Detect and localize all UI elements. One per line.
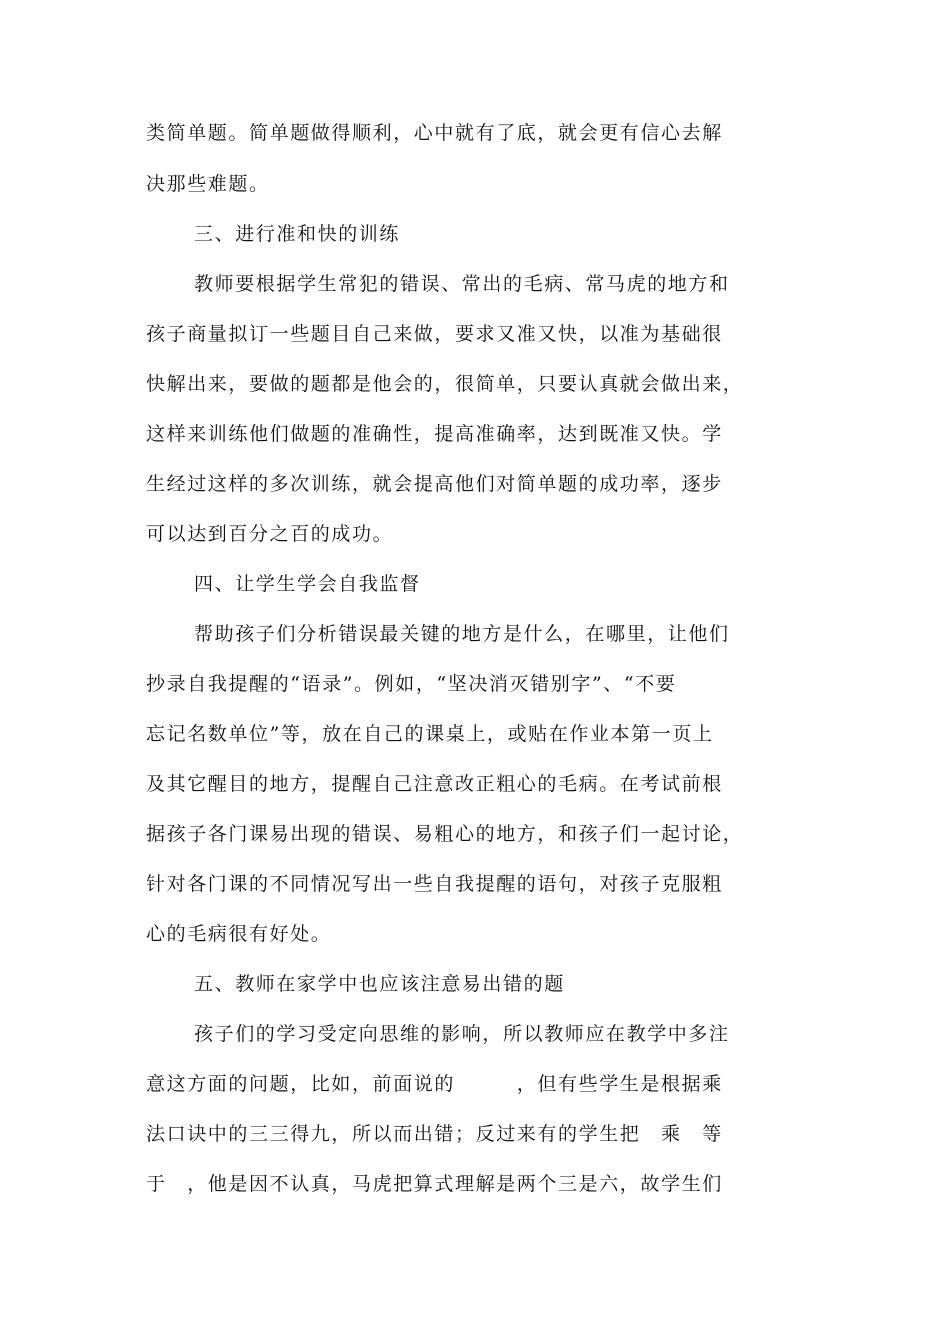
paragraph-line: 快解出来，要做的题都是他会的，很简单，只要认真就会做出来， xyxy=(146,373,744,395)
section-heading-5: 五、教师在家学中也应该注意易出错的题 xyxy=(194,973,565,995)
paragraph-line: 孩子商量拟订一些题目自己来做，要求又准又快，以准为基础很 xyxy=(146,323,723,345)
paragraph-line: 抄录自我提醒的“语录”。例如，“坚决消灭错别字”、“不要 xyxy=(146,673,677,695)
paragraph-line: 帮助孩子们分析错误最关键的地方是什么，在哪里，让他们 xyxy=(194,623,730,645)
paragraph-line: 针对各门课的不同情况写出一些自我提醒的语句，对孩子克服粗 xyxy=(146,873,723,895)
paragraph-line: 教师要根据学生常犯的错误、常出的毛病、常马虎的地方和 xyxy=(194,273,730,295)
paragraph-line: 这样来训练他们做题的准确性，提高准确率，达到既准又快。学 xyxy=(146,423,723,445)
paragraph-line: 忘记名数单位”等，放在自己的课桌上，或贴在作业本第一页上 xyxy=(146,723,714,745)
paragraph-line: 可以达到百分之百的成功。 xyxy=(146,523,394,545)
paragraph-line: 于 ，他是因不认真，马虎把算式理解是两个三是六，故学生们 xyxy=(146,1173,723,1195)
paragraph-line: 意这方面的问题，比如，前面说的 ，但有些学生是根据乘 xyxy=(146,1073,723,1095)
paragraph-line: 孩子们的学习受定向思维的影响，所以教师应在教学中多注 xyxy=(194,1023,730,1045)
paragraph-line: 法口诀中的三三得九，所以而出错；反过来有的学生把 乘 等 xyxy=(146,1123,723,1145)
paragraph-line: 据孩子各门课易出现的错误、易粗心的地方，和孩子们一起讨论， xyxy=(146,823,744,845)
section-heading-3: 三、进行准和快的训练 xyxy=(194,223,401,245)
paragraph-line: 决那些难题。 xyxy=(146,173,270,195)
paragraph-line: 心的毛病很有好处。 xyxy=(146,923,332,945)
paragraph-line: 生经过这样的多次训练，就会提高他们对简单题的成功率，逐步 xyxy=(146,473,723,495)
paragraph-line: 类简单题。简单题做得顺利，心中就有了底，就会更有信心去解 xyxy=(146,122,723,144)
paragraph-line: 及其它醒目的地方，提醒自己注意改正粗心的毛病。在考试前根 xyxy=(146,773,723,795)
section-heading-4: 四、让学生学会自我监督 xyxy=(194,573,421,595)
